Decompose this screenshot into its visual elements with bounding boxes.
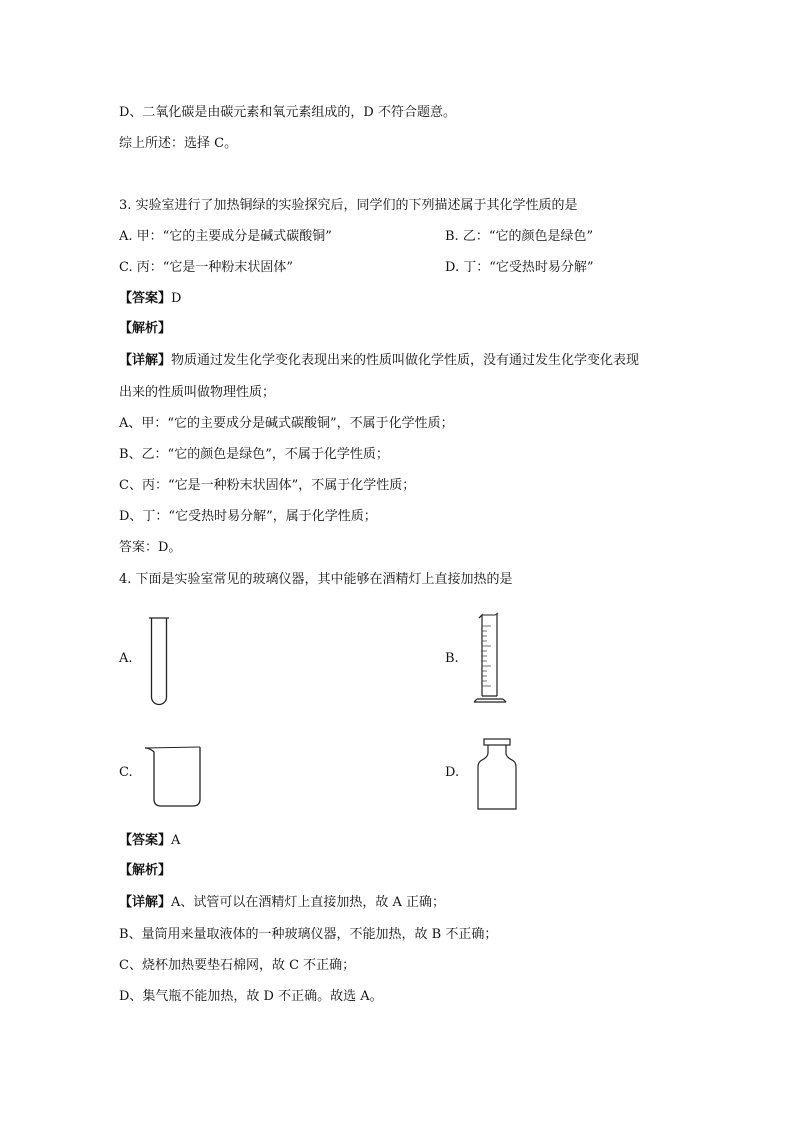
q4-stem: 4. 下面是实验室常见的玻璃仪器，其中能够在酒精灯上直接加热的是	[119, 572, 513, 587]
q4-option-c-label: C.	[119, 765, 133, 780]
q3-option-d: D. 丁：“它受热时易分解”	[445, 260, 594, 275]
q3-detail-line-1	[119, 352, 639, 370]
q3-option-c: C. 丙：“它是一种粉末状固体”	[119, 260, 294, 275]
prev-option-d-line: D、二氧化碳是由碳元素和氧元素组成的，D 不符合题意。	[119, 105, 456, 120]
q4-detail-text-a: A、试管可以在酒精灯上直接加热，故 A 正确；	[171, 895, 446, 910]
q4-detail-tag: 【详解】	[119, 895, 172, 910]
q4-detail-d: D、集气瓶不能加热，故 D 不正确。故选 A。	[119, 989, 383, 1004]
q4-answer-tag: 【答案】	[119, 833, 172, 848]
q3-answer-tag: 【答案】	[119, 291, 172, 306]
beaker-icon	[142, 744, 204, 808]
q4-option-d-label: D.	[445, 765, 460, 780]
q4-detail-b: B、量筒用来量取液体的一种玻璃仪器，不能加热，故 B 不正确；	[119, 927, 498, 942]
q4-answer-value: A	[171, 833, 181, 848]
q3-detail-c: C、丙：“它是一种粉末状固体”，不属于化学性质；	[119, 478, 416, 493]
q3-detail-line-2: 出来的性质叫做物理性质；	[119, 385, 276, 400]
q4-option-b-label: B.	[445, 651, 459, 666]
prev-summary-line: 综上所述：选择 C。	[119, 136, 238, 151]
q3-analysis-tag: 【解析】	[119, 321, 172, 336]
q3-answer-line	[119, 290, 181, 308]
q3-detail-a: A、甲：“它的主要成分是碱式碳酸铜”，不属于化学性质；	[119, 416, 454, 431]
q4-detail-c: C、烧杯加热要垫石棉网，故 C 不正确；	[119, 958, 356, 973]
q4-detail-line-a	[119, 894, 445, 912]
q3-final-answer: 答案：D。	[119, 540, 182, 555]
test-tube-icon	[146, 617, 172, 711]
q3-stem: 3. 实验室进行了加热铜绿的实验探究后，同学们的下列描述属于其化学性质的是	[119, 198, 578, 213]
q3-option-a: A. 甲：“它的主要成分是碱式碳酸铜”	[119, 229, 332, 244]
q4-analysis-tag: 【解析】	[119, 863, 172, 878]
graduated-cylinder-icon	[471, 612, 509, 704]
q3-detail-text-1: 物质通过发生化学变化表现出来的性质叫做化学性质，没有通过发生化学变化表现	[171, 353, 640, 368]
q3-detail-b: B、乙：“它的颜色是绿色”，不属于化学性质；	[119, 447, 389, 462]
q3-option-b: B. 乙：“它的颜色是绿色”	[445, 229, 594, 244]
gas-collecting-bottle-icon	[473, 738, 521, 811]
q4-option-a-label: A.	[119, 651, 133, 666]
q4-answer-line	[119, 832, 180, 850]
q3-detail-d: D、丁：“它受热时易分解”，属于化学性质；	[119, 509, 377, 524]
q3-detail-tag: 【详解】	[119, 353, 172, 368]
q3-answer-value: D	[171, 291, 182, 306]
